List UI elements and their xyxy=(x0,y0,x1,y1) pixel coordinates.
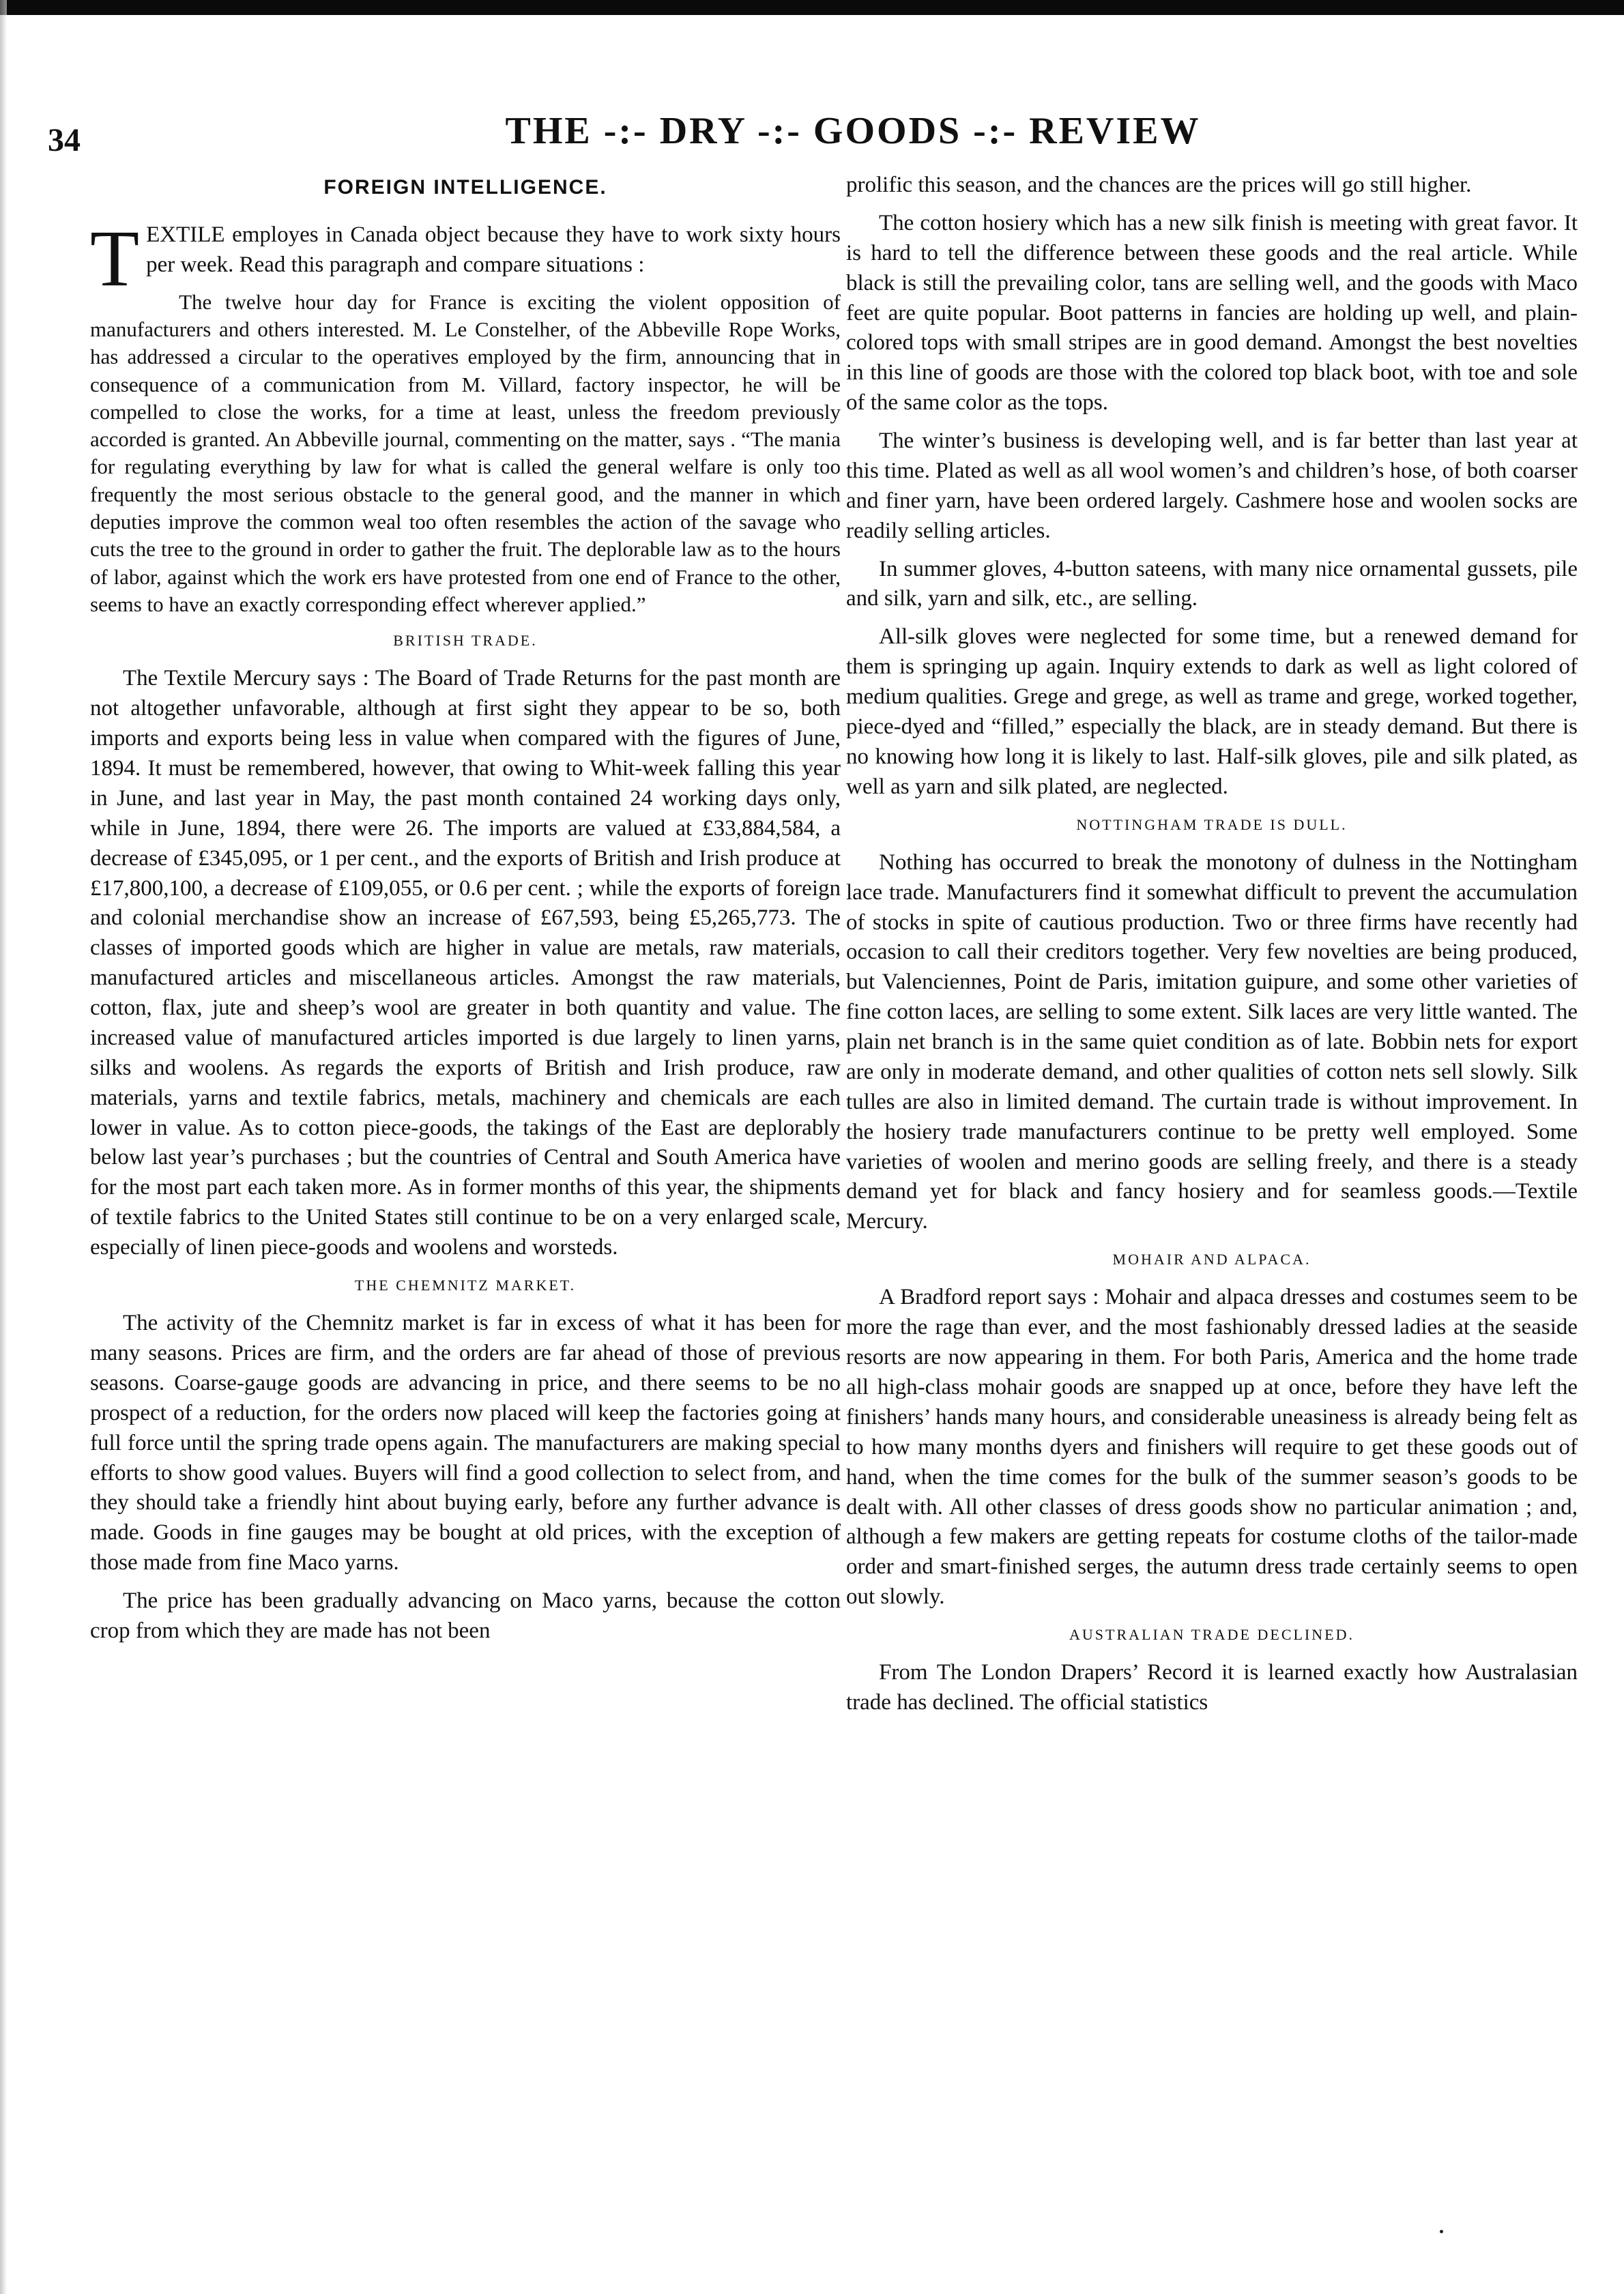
heading-nottingham-trade: NOTTINGHAM TRADE IS DULL. xyxy=(1076,815,1348,833)
australian-paragraph: From The London Drapers’ Record it is learned exactly how Australasian trade has declined. The official statistics xyxy=(846,1660,1578,1715)
heading-british-trade: BRITISH TRADE. xyxy=(393,632,538,650)
summer-gloves-paragraph: In summer gloves, 4-button sateens, with many nice ornamental gussets, pile and silk, yarn and silk, etc., are selling. xyxy=(846,556,1578,611)
quoted-paragraph: The twelve hour day for France is exciting the violent opposition of manufacturers and others interested. M. Le Constelher, of the Abbeville Rope Works, has addressed a circular to the operatives employed by the firm, announcing that in consequence of a communication from M. Villard, factory inspector, he will be compelled to close the works, for a time at least, unless the freedom previously accorded is granted. An Abbeville journal, commenting on the matter, says . “The mania for regulating everything by law for what is called the general welfare is only too frequently the most serious obstacle to the general good, and the manner in which deputies improve the common weal too often resembles the action of the savage who cuts the tree to the ground in order to gather the fruit. The deplorable law as to the hours of labor, against which the work ers have protested from one end of France to the other, seems to have an exactly corresponding effect wherever applied.” xyxy=(90,289,841,616)
print-speck xyxy=(1440,2230,1443,2233)
intro-text: EXTILE employes in Canada object because they have to work sixty hours per week. Read this paragraph and compare situations : xyxy=(146,222,841,277)
chemnitz-paragraph-1: The activity of the Chemnitz market is far in excess of what it has been for many seasons. Prices are firm, and the orders are far ahead of those of previous seasons. Coarse-gauge goods are advancing in price, and there seems to be no prospect of a reduction, for the orders now placed will keep the factories going at full force until the spring trade opens again. The manufacturers are making special efforts to show good values. Buyers will find a good collection to select from, and they should take a friendly hint about buying early, before any further advance is made. Goods in fine gauges may be bought at old prices, with the exception of those made from fine Maco yarns. xyxy=(90,1311,841,1576)
heading-australian-trade: AUSTRALIAN TRADE DECLINED. xyxy=(1069,1626,1354,1643)
nottingham-paragraph: Nothing has occurred to break the monotony of dulness in the Nottingham lace trade. Manufacturers find it somewhat difficult to prevent the accumulation of stocks in spite of cautious production. Two or three firms have recently had occasion to call their creditors together. Very few novelties are being produced, but Valenciennes, Point de Paris, imitation guipure, and some other varieties of fine cotton laces, are selling to some extent. Silk laces are very little wanted. The plain net branch is in the same quiet condition as of late. Bobbin nets for export are only in moderate demand, and other qualities of cotton nets sell slowly. Silk tulles are also in limited demand. The curtain trade is without improvement. In the hosiery trade manufacturers continue to be pretty well employed. Some varieties of woolen and merino goods are selling freely, and there is a steady demand yet for black and fancy hosiery and for seamless goods.—Textile Mercury. xyxy=(846,850,1578,1234)
heading-chemnitz-market: THE CHEMNITZ MARKET. xyxy=(354,1276,577,1294)
section-title: FOREIGN INTELLIGENCE. xyxy=(323,176,607,199)
intro-paragraph xyxy=(90,213,841,303)
page-number: 34 xyxy=(48,122,81,158)
heading-mohair-alpaca: MOHAIR AND ALPACA. xyxy=(1112,1251,1311,1268)
scan-left-edge xyxy=(0,0,7,2294)
hosiery-paragraph: The cotton hosiery which has a new silk finish is meeting with great favor. It is hard to tell the difference between these goods and the real article. While black is still the prevailing color, tans are selling well, and the goods with Maco feet are quite popular. Boot patterns in fancies are holding up well, and plain-colored tops with small stripes are in good demand. Amongst the best novelties in this line of goods are those with the colored top black boot, with toe and sole of the same color as the tops. xyxy=(846,210,1578,416)
silk-gloves-paragraph: All-silk gloves were neglected for some time, but a renewed demand for them is springing up again. Inquiry extends to dark as well as light colored of medium qualities. Grege and grege, as well as trame and grege, worked together, piece-dyed and “filled,” especially the black, are in steady demand. But there is no knowing how long it is likely to last. Half-silk gloves, pile and silk plated, as well as yarn and silk plated, are neglected. xyxy=(846,624,1578,799)
scan-top-border xyxy=(0,0,1624,15)
winter-business-paragraph: The winter’s business is developing well, and is far better than last year at this time. Plated as well as all wool women’s and children’s hose, of both coarser and finer yarn, have been ordered largely. Cashmere hose and woolen socks are readily selling articles. xyxy=(846,429,1578,543)
drop-cap: T xyxy=(90,213,140,303)
chemnitz-paragraph-2: The price has been gradually advancing on Maco yarns, because the cotton crop from which they are made has not been xyxy=(90,1588,841,1643)
right-column xyxy=(846,171,1578,1726)
mohair-paragraph: A Bradford report says : Mohair and alpaca dresses and costumes seem to be more the rage than ever, and the most fashionably dressed ladies at the seaside resorts are now appearing in them. For both Paris, America and the home trade all high-class mohair goods are snapped up at once, before they have left the finishers’ hands many hours, and considerable uneasiness is already being felt as to how many months dyers and finishers will require to get these goods out of hand, when the time comes for the bulk of the summer season’s goods to be dealt with. All other classes of dress goods show no particular animation ; and, although a few makers are getting repeats for costume cloths of the tailor-made order and smart-finished serges, the autumn dress trade certainly seems to open out slowly. xyxy=(846,1285,1578,1610)
continued-paragraph: prolific this season, and the chances are the prices will go still higher. xyxy=(846,173,1472,197)
masthead-title: THE -:- DRY -:- GOODS -:- REVIEW xyxy=(505,110,1201,152)
left-column xyxy=(90,174,841,1655)
british-trade-paragraph: The Textile Mercury says : The Board of Trade Returns for the past month are not altogether unfavorable, although at first sight they appear to be so, both imports and exports being less in value when compared with the figures of June, 1894. It must be remembered, however, that owing to Whit-week falling this year in June, and last year in May, the past month contained 24 working days only, while in June, 1894, there were 26. The imports are valued at £33,884,584, a decrease of £345,095, or 1 per cent., and the exports of British and Irish produce at £17,800,100, a decrease of £109,055, or 0.6 per cent. ; while the exports of foreign and colonial merchandise show an increase of £67,593, being £5,265,773. The classes of imported goods which are higher in value are metals, raw materials, manufactured articles and miscellaneous articles. Amongst the raw materials, cotton, flax, jute and sheep’s wool are greater in both quantity and value. The increased value of manufactured articles imported is due largely to linen yarns, silks and woolens. As regards the exports of British and Irish produce, raw materials, yarns and textile fabrics, metals, machinery and chemicals are each lower in value. As to cotton piece-goods, the takings of the East are deplorably below last year’s purchases ; but the countries of Central and South America have for the most part each taken more. As in former months of this year, the shipments of textile fabrics to the United States still continue to be on a very enlarged scale, especially of linen piece-goods and woolens and worsteds. xyxy=(90,666,841,1260)
